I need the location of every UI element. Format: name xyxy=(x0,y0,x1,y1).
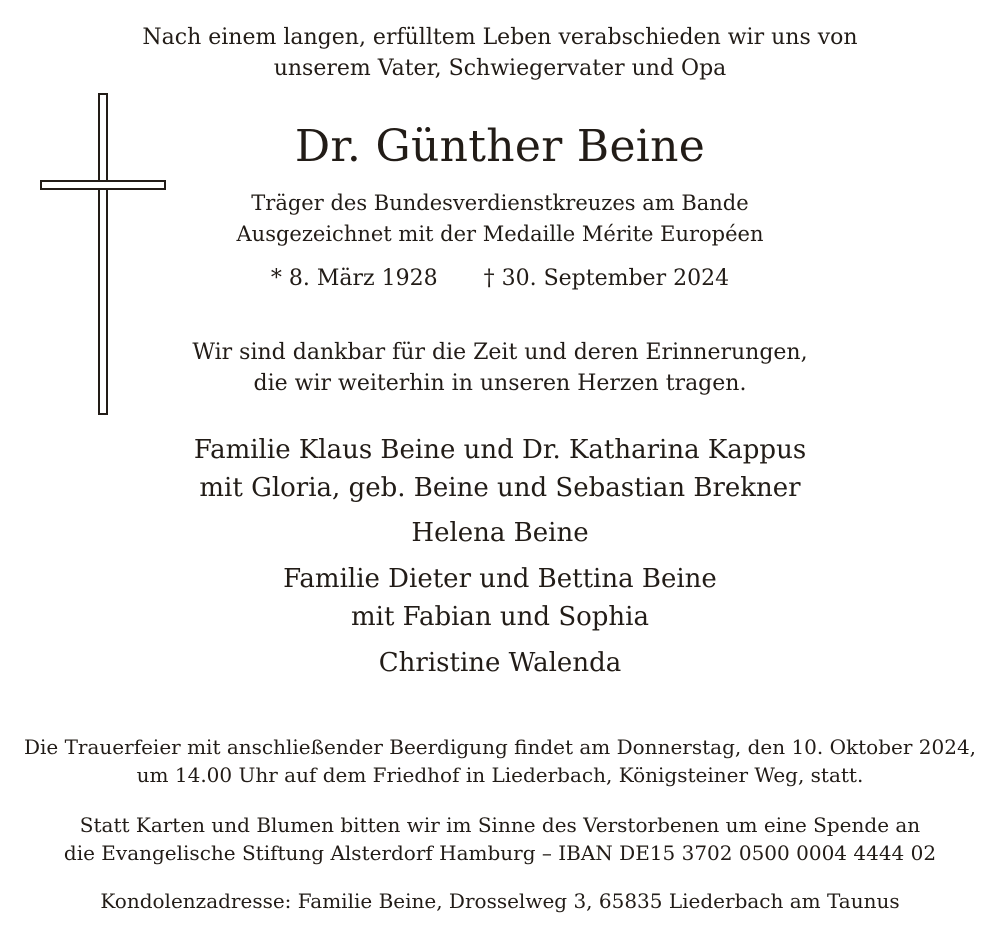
condolence-address: Kondolenzadresse: Familie Beine, Drosselweg 3, 65835 Liederbach am Taunus xyxy=(100,889,900,913)
intro-line-2: unserem Vater, Schwiegervater und Opa xyxy=(273,56,727,81)
intro-line-1: Nach einem langen, erfülltem Leben verabschieden wir uns von xyxy=(142,25,858,50)
thanks-line-2: die wir weiterhin in unseren Herzen tragen. xyxy=(253,371,747,396)
deceased-name: Dr. Günther Beine xyxy=(294,121,706,172)
service-line-2: um 14.00 Uhr auf dem Friedhof in Liederbach, Königsteiner Weg, statt. xyxy=(136,763,864,787)
donation-line-1: Statt Karten und Blumen bitten wir im Sinne des Verstorbenen um eine Spende an xyxy=(79,813,921,837)
death-date: † 30. September 2024 xyxy=(483,266,730,291)
mourner-line: Familie Klaus Beine und Dr. Katharina Kappus xyxy=(193,435,807,465)
thanks-line-1: Wir sind dankbar für die Zeit und deren Erinnerungen, xyxy=(192,340,808,365)
cross-intersection xyxy=(100,182,106,188)
mourner-line: Familie Dieter und Bettina Beine xyxy=(283,564,717,594)
birth-date: * 8. März 1928 xyxy=(270,266,438,291)
mourner-line: Helena Beine xyxy=(411,518,589,548)
honor-line-1: Träger des Bundesverdienstkreuzes am Bande xyxy=(251,191,749,215)
service-line-1: Die Trauerfeier mit anschließender Beerdigung findet am Donnerstag, den 10. Oktober 2024, xyxy=(23,735,977,759)
mourner-line: mit Fabian und Sophia xyxy=(351,602,649,632)
honor-line-2: Ausgezeichnet mit der Medaille Mérite Européen xyxy=(236,222,764,246)
life-dates xyxy=(0,268,1000,290)
mourner-line: Christine Walenda xyxy=(378,648,622,678)
donation-line-2: die Evangelische Stiftung Alsterdorf Hamburg – IBAN DE15 3702 0500 0004 4444 02 xyxy=(63,841,937,865)
mourner-line: mit Gloria, geb. Beine und Sebastian Brekner xyxy=(199,473,801,503)
